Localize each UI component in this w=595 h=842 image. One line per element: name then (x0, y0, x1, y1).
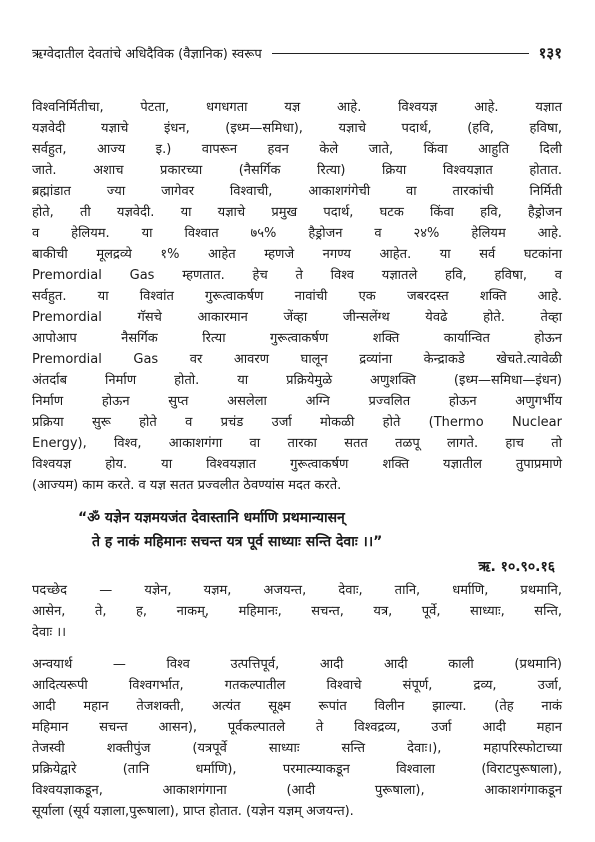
paragraph-line: आपोआप नैसर्गिक रित्या गुरूत्वाकर्षण शक्ति कार्यान्वित होऊन (32, 331, 562, 346)
anvayarth-line: महिमान सचन्त आसन), पूर्वकल्पातले ते विश्वद्रव्य, उर्जा आदी महान (32, 720, 562, 735)
paragraph-line: Premordial गॅसचे आकारमान जेंव्हा जीन्सलेंग्थ येवढे होते. तेव्हा (32, 310, 562, 325)
paragraph-line: जाते. अशाच प्रकारच्या (नैसर्गिक रित्या) क्रिया विश्वयज्ञात होतात. (32, 163, 562, 178)
anvayarth-line: प्रक्रियेद्वारे (तानि धर्माणि), परमात्म्याकडून विश्वाला (विराटपुरूषाला), (32, 762, 562, 777)
anvayarth-line: तेजस्वी शक्तीपुंज (यत्रपूर्वे साध्याः सन्ति देवाः।), महापरिस्फोटाच्या (32, 741, 562, 756)
anvayarth-line: अन्वयार्थ — विश्व उत्पत्तिपूर्व, आदी आदी काली (प्रथमानि) (32, 657, 562, 672)
paragraph-line: Premordial Gas वर आवरण घालून द्रव्यांना केन्द्राकडे खेचते.त्यावेळी (32, 352, 562, 367)
paragraph-line: सर्वहुत. या विश्वांत गुरूत्वाकर्षण नावांची एक जबरदस्त शक्ति आहे. (32, 289, 562, 304)
padachhed-line: पदच्छेद — यज्ञेन, यज्ञम, अजयन्त, देवाः, तानि, धर्माणि, प्रथमानि, (32, 583, 562, 598)
paragraph-line: निर्माण होऊन सुप्त असलेला अग्नि प्रज्वलित होऊन अणुगर्भीय (32, 394, 562, 409)
padachhed-line: आसेन, ते, ह, नाकम्, महिमानः, सचन्त, यत्र, पूर्वे, साध्याः, सन्ति, (32, 604, 562, 619)
running-header (32, 42, 562, 64)
paragraph-line: ब्रह्मांडात ज्या जागेवर विश्वाची, आकाशगंगेची वा तारकांची निर्मिती (32, 184, 562, 199)
paragraph-line: Premordial Gas म्हणतात. हेच ते विश्व यज्ञातले हवि, हविषा, व (32, 268, 562, 283)
anvayarth-line: आदित्यरूपी विश्वगर्भात, गतकल्पातील विश्वाचे संपूर्ण, द्रव्य, उर्जा, (32, 678, 562, 693)
paragraph-line: Energy), विश्व, आकाशगंगा वा तारका सतत तळपू लागते. हाच तो (32, 436, 562, 451)
padachhed-line: देवाः ।। (32, 625, 67, 640)
paragraph-line: बाकीची मूलद्रव्ये १% आहेत म्हणजे नगण्य आहेत. या सर्व घटकांना (32, 247, 562, 262)
anvayarth-line: सूर्याला (सूर्य यज्ञाला,पुरूषाला), प्राप्त होतात. (यज्ञेन यज्ञम् अजयन्त). (32, 804, 354, 819)
anvayarth-line: आदी महान तेजशक्ती, अत्यंत सूक्ष्म रूपांत विलीन झाल्या. (तेह नाकं (32, 699, 562, 714)
paragraph-line: व हेलियम. या विश्वात ७५% हैड्रोजन व २४% हेलियम आहे. (32, 226, 562, 241)
header-rule (272, 53, 529, 54)
paragraph-line: प्रक्रिया सुरू होते व प्रचंड उर्जा मोकळी होते (Thermo Nuclear (32, 415, 562, 430)
header-title: ऋग्वेदातील देवतांचे अधिदैविक (वैज्ञानिक) स्वरूप (32, 47, 262, 62)
paragraph-line: (आज्यम) काम करते. व यज्ञ सतत प्रज्वलीत ठेवण्यांस मदत करते. (32, 478, 342, 493)
paragraph-line: सर्वहुत, आज्य इ.) वापरून हवन केले जाते, किंवा आहुति दिली (32, 142, 562, 157)
verse-line-1: “ॐ यज्ञेन यज्ञमयजंत देवास्तानि धर्माणि प्रथमान्यासन् (78, 510, 345, 526)
page-number: १३१ (538, 44, 562, 62)
verse-reference: ऋ. १०.९०.१६ (478, 559, 555, 575)
paragraph-line: विश्वनिर्मितीचा, पेटता, धगधगता यज्ञ आहे. विश्वयज्ञ आहे. यज्ञात (32, 100, 562, 115)
paragraph-line: यज्ञवेदी यज्ञाचे इंधन, (इध्म—समिधा), यज्ञाचे पदार्थ, (हवि, हविषा, (32, 121, 562, 136)
verse-line-2: ते ह नाकं महिमानः सचन्त यत्र पूर्व साध्याः सन्ति देवाः ।।” (92, 534, 383, 550)
paragraph-line: होते, ती यज्ञवेदी. या यज्ञाचे प्रमुख पदार्थ, घटक किंवा हवि, हैड्रोजन (32, 205, 562, 220)
paragraph-line: विश्वयज्ञ होय. या विश्वयज्ञात गुरूत्वाकर्षण शक्ति यज्ञातील तुपाप्रमाणे (32, 457, 562, 472)
anvayarth-line: विश्वयज्ञाकडून, आकाशगंगाना (आदी पुरूषाला), आकाशगंगाकडून (32, 783, 562, 798)
paragraph-line: अंतर्दाब निर्माण होतो. या प्रक्रियेमुळे अणुशक्ति (इध्म—समिधा—इंधन) (32, 373, 562, 388)
